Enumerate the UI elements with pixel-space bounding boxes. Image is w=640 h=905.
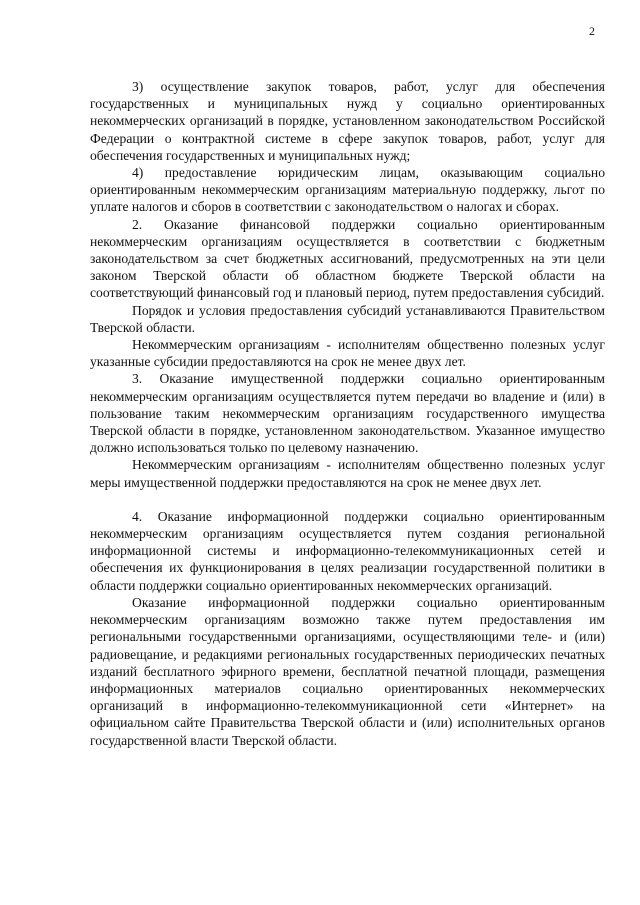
- paragraph-purchases: 3) осуществление закупок товаров, работ, услуг для обеспечения государственных и муниципальных нужд у социально ориентированных некоммерческих организаций в порядке, установленном законодательством Российской Федерации о контрактной системе в сфере закупок товаров, работ, услуг для обеспечения государственных и муниципальных нужд;: [90, 79, 605, 163]
- paragraph-subsidy-term: Некоммерческим организациям - исполнителям общественно полезных услуг указанные субсидии предоставляются на срок не менее двух лет.: [90, 337, 605, 370]
- document-body: [90, 78, 605, 749]
- paragraph-information-support: 4. Оказание информационной поддержки социально ориентированным некоммерческим организациям осуществляется путем создания региональной информационной системы и информационно-телекоммуникационных сетей и обеспечения их функционирования в целях реализации государственной политики в области поддержки социально ориентированных некоммерческих организаций.: [90, 508, 605, 593]
- paragraph-financial-support: 2. Оказание финансовой поддержки социально ориентированным некоммерческим организациям осуществляется в соответствии с бюджетным законодательством за счет бюджетных ассигнований, предусмотренных на эти цели законом Тверской области об областном бюджете Тверской области на соответствующий финансовый год и плановый период, путем предоставления субсидий.: [90, 216, 605, 301]
- paragraph-information-media: Оказание информационной поддержки социально ориентированным некоммерческим организациям возможно также путем предоставления им региональными государственными организациями, осуществляющими теле- и (или) радиовещание, и редакциями региональных государственных периодических печатных изданий бесплатного эфирного времени, бесплатной печатной площади, размещения информационных материалов социально ориентированных некоммерческих организаций в информационно-телекоммуникационной сети «Интернет» на официальном сайте Правительства Тверской области и (или) исполнительных органов государственной власти Тверской области.: [90, 594, 605, 748]
- page-number: 2: [589, 24, 595, 38]
- paragraph-tax-benefits: 4) предоставление юридическим лицам, оказывающим социально ориентированным некоммерческим организациям материальную поддержку, льгот по уплате налогов и сборов в соответствии с законодательством о налогах и сборах.: [90, 165, 605, 215]
- paragraph-property-term: Некоммерческим организациям - исполнителям общественно полезных услуг меры имущественной поддержки предоставляются на срок не менее двух лет.: [90, 457, 605, 490]
- paragraph-property-support: 3. Оказание имущественной поддержки социально ориентированным некоммерческим организациям осуществляется путем передачи во владение и (или) в пользование таким некоммерческим организациям государственного имущества Тверской области в порядке, установленном законодательством. Указанное имущество должно использоваться только по целевому назначению.: [90, 371, 605, 456]
- paragraph-subsidy-procedure: Порядок и условия предоставления субсидий устанавливаются Правительством Тверской области.: [90, 302, 605, 335]
